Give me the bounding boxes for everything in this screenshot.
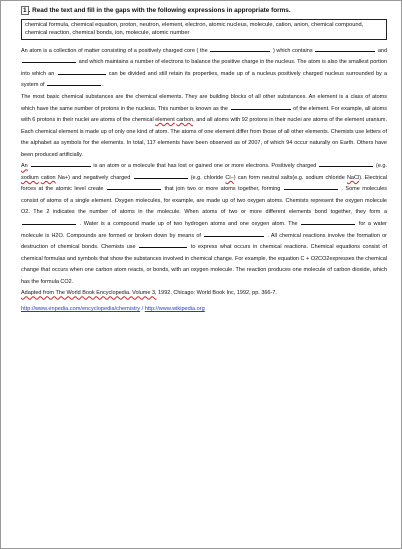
text-span: (e.g. chloride (190, 174, 224, 181)
text-span: ) which contains (272, 47, 313, 54)
text-span: An atom is a collection of matter consisting of a positively charged core ( the (21, 47, 208, 54)
gap-blank[interactable] (231, 104, 291, 110)
exercise-title (21, 7, 387, 15)
text-span: . Water is a compound made up of two hydrogen atoms and one oxygen atom. The (79, 221, 298, 228)
gap-blank[interactable] (58, 69, 106, 75)
gap-blank[interactable] (22, 57, 76, 63)
gap-blank[interactable] (284, 184, 338, 190)
text-span: to express what occurs in chemical reactions. Chemical equations consist of chemical formulas and symbols that show the substances involved in chemical change. For example, the equation C + O2CO2expresses the chemical change that occurs when one carbon atom reacts, or bonds, with an oxygen molecule. The reaction produces one molecule of carbon dioxide, which has the formula CO2. (21, 244, 387, 285)
text-span: that join two or more atoms together, forming (164, 186, 281, 193)
text-span: is an atom or a molecule that has lost or gained one or more electrons. Positively charged (93, 163, 317, 170)
paragraph-symbols: Each chemical element is made up of only one kind of atom. The atoms of one element differ from those of all other elements. Chemists use letters of the alphabet as symbols for the elements. In total, 117 elements have been observed as of 2007, of which 94 occur naturally on Earth. Others have been produced artificially. (21, 128, 387, 158)
gap-blank[interactable] (139, 242, 187, 248)
text-span: can be divided and still retain its properties, made up of a nucleus positively charged nucleus surrounded by a system of (21, 70, 388, 89)
paragraph-atom (21, 46, 387, 92)
text-span: of the element. For example, all atoms with 6 protons in their nuclei are atoms of the chemical (21, 105, 387, 124)
text-span: ). Electrical forces at the atomic level create (21, 174, 388, 193)
gap-blank[interactable] (107, 184, 161, 190)
exercise-instruction: . Read the text and fill in the gaps with the following expressions in appropriate forms. (28, 7, 291, 14)
text-span: , and all atoms with 92 protons in their nuclei are atoms of the element uranium. (193, 117, 387, 124)
paragraph-ions (21, 161, 387, 288)
gap-blank[interactable] (204, 231, 264, 237)
text-span: ) can form neutral salts(e.g. sodium chloride (233, 174, 345, 181)
text-span: and which maintains a number of electrons to balance the positive charge in the nucleus. The atom is also the smallest portion into which an (21, 59, 388, 77)
link-wikipedia[interactable]: http://www.wikipedia.org (144, 305, 205, 312)
text-span: and (377, 47, 388, 54)
gap-blank[interactable] (47, 80, 101, 86)
exercise-number: 1 (23, 7, 27, 14)
reading-text (21, 46, 387, 300)
text-span: 1992. Chicago: World Book Inc, 1992, pp. 366-7. (158, 290, 277, 297)
text-span: Cl− (225, 174, 234, 181)
text-span: sodium (21, 174, 39, 181)
reference-links (21, 306, 387, 312)
gap-blank[interactable] (210, 46, 270, 52)
link-enpedia[interactable]: http://www.enpedia.com/encyclopedia/chemistry (21, 305, 141, 312)
text-span: cation (40, 174, 56, 181)
link-separator: / (140, 305, 145, 312)
text-span: carbon (176, 117, 194, 124)
text-span: for a water molecule is H2O. Compounds are formed or broken down by means of (21, 221, 387, 239)
word-bank-box: chemical formula, chemical equation, proton, neutron, element, electron, atomic nucleus, molecule, cation, anion, chemical compound, chemical reaction, chemical bonds, ion, molecule, atomic number (21, 19, 387, 40)
text-span: (e.g. (376, 163, 388, 170)
gap-blank[interactable] (319, 161, 373, 167)
text-span: . Some molecules consist of atoms of a single element. Oxygen molecules, for example, are made up of two oxygen atoms. Chemists represent the oxygen molecule O2. The 2 indicates the number of atoms in the molecule. When atoms of two or more different elements bond together, they form a (21, 186, 388, 216)
text-span: Na+) and negatively charged (57, 174, 131, 181)
text-span: element (155, 117, 175, 124)
source-citation (21, 288, 387, 300)
text-span: The most basic chemical substances are the chemical elements. They are building blocks of all other substances. An element is a class of atoms which have the same number of protons in the nucleus. This number is known as the (21, 94, 387, 112)
gap-blank[interactable] (134, 173, 188, 179)
gap-blank[interactable] (31, 161, 91, 167)
gap-blank[interactable] (301, 219, 355, 225)
text-span: NaCl (346, 174, 360, 181)
gap-blank[interactable] (315, 46, 375, 52)
text-span: . (102, 82, 104, 89)
text-span: An (21, 163, 28, 170)
text-span: . All chemical reactions involve the formation or destruction of chemical bonds. Chemists use (21, 232, 388, 251)
text-span: Adapted from The World Book Encyclopedia. Volume 3, (21, 290, 157, 297)
paragraph-elements (21, 92, 387, 127)
gap-blank[interactable] (22, 219, 76, 225)
